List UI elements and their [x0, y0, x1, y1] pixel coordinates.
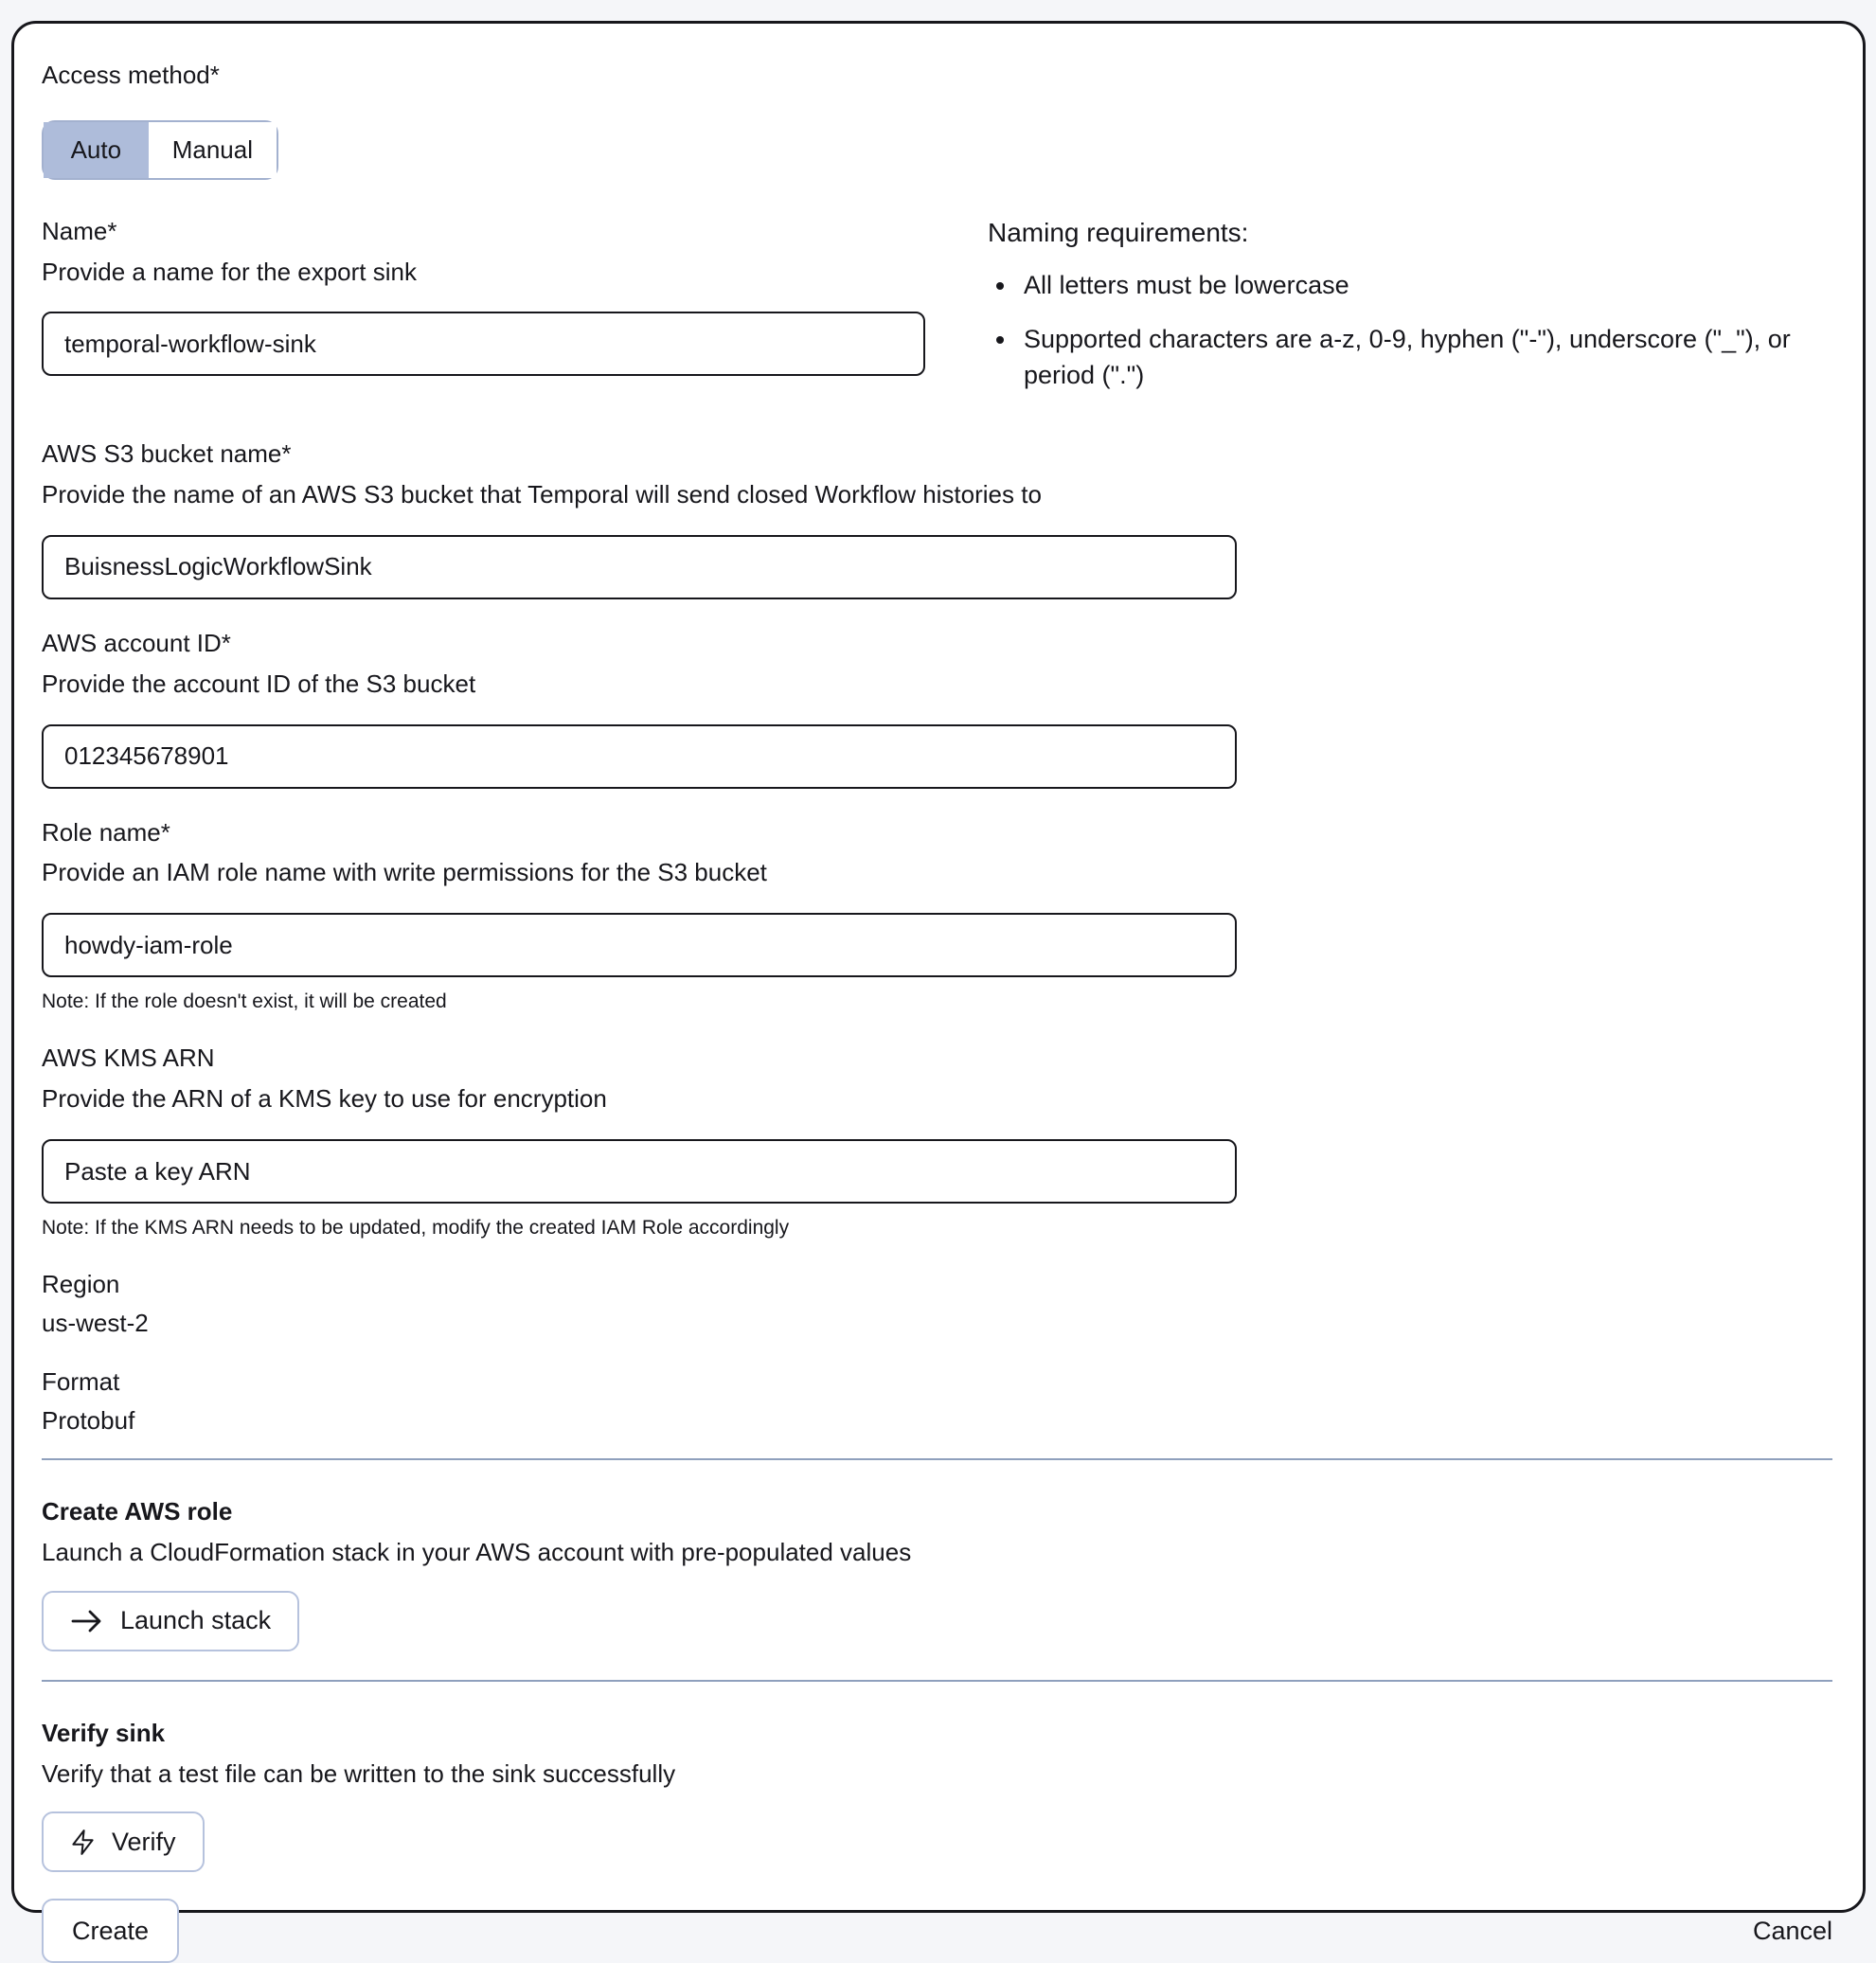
account-field	[42, 628, 1832, 789]
create-role-description: Launch a CloudFormation stack in your AWS account with pre-populated values	[42, 1537, 912, 1566]
name-label: Name*	[42, 216, 117, 245]
kms-label: AWS KMS ARN	[42, 1044, 215, 1073]
verify-button-label: Verify	[112, 1827, 176, 1856]
arrow-right-icon	[70, 1608, 104, 1634]
create-role-title: Create AWS role	[42, 1497, 233, 1526]
kms-input[interactable]	[42, 1139, 1237, 1204]
access-method-option-auto-label: Auto	[70, 134, 122, 164]
naming-requirements-list	[988, 267, 1845, 393]
kms-field	[42, 1043, 1832, 1240]
create-button[interactable]: Create	[42, 1899, 179, 1963]
verify-button[interactable]	[42, 1811, 205, 1872]
format-label: Format	[42, 1367, 120, 1397]
naming-requirement-item: • All letters must be lowercase	[1018, 267, 1845, 303]
access-method-toggle	[42, 120, 278, 180]
name-input[interactable]	[42, 312, 925, 376]
access-method-option-manual-label: Manual	[171, 134, 253, 164]
name-field	[42, 216, 925, 410]
account-label: AWS account ID*	[42, 628, 231, 657]
account-input[interactable]	[42, 724, 1237, 789]
naming-requirements-title: Naming requirements:	[988, 217, 1249, 247]
section-divider	[42, 1458, 1832, 1460]
region-readonly	[42, 1269, 1832, 1338]
role-field	[42, 817, 1832, 1015]
region-label: Region	[42, 1270, 120, 1299]
role-label: Role name*	[42, 817, 170, 847]
zap-icon	[70, 1828, 96, 1857]
format-value: Protobuf	[42, 1406, 135, 1436]
verify-sink-title: Verify sink	[42, 1718, 166, 1747]
bucket-description: Provide the name of an AWS S3 bucket that Temporal will send closed Workflow histories to	[42, 479, 1042, 509]
access-method-option-manual[interactable]	[149, 122, 277, 178]
cancel-button[interactable]: Cancel	[1752, 1916, 1832, 1945]
verify-sink-section	[42, 1718, 1832, 1873]
kms-note: Note: If the KMS ARN needs to be updated, modify the created IAM Role accordingly	[42, 1217, 790, 1240]
bucket-input[interactable]	[42, 535, 1237, 599]
region-value: us-west-2	[42, 1309, 149, 1338]
bucket-field	[42, 438, 1832, 599]
create-role-section	[42, 1496, 1832, 1651]
access-method-option-auto[interactable]	[44, 122, 149, 178]
bucket-label: AWS S3 bucket name*	[42, 439, 292, 469]
section-divider	[42, 1680, 1832, 1682]
form-footer	[42, 1899, 1832, 1963]
role-description: Provide an IAM role name with write permissions for the S3 bucket	[42, 858, 767, 887]
launch-stack-button[interactable]	[42, 1591, 299, 1651]
format-readonly	[42, 1366, 1832, 1436]
name-and-requirements-row	[42, 216, 1832, 410]
role-input[interactable]	[42, 913, 1237, 977]
account-description: Provide the account ID of the S3 bucket	[42, 669, 476, 698]
access-method-label: Access method*	[42, 61, 220, 89]
naming-requirement-item: • Supported characters are a-z, 0-9, hyphen ("-"), underscore ("_"), or period (".")	[1018, 321, 1845, 394]
name-description: Provide a name for the export sink	[42, 257, 417, 286]
naming-requirements	[988, 216, 1845, 410]
launch-stack-button-label: Launch stack	[120, 1606, 272, 1635]
kms-description: Provide the ARN of a KMS key to use for encryption	[42, 1084, 607, 1114]
verify-sink-description: Verify that a test file can be written to the sink successfully	[42, 1758, 676, 1788]
role-note: Note: If the role doesn't exist, it will be created	[42, 990, 447, 1013]
export-sink-form-card	[11, 21, 1866, 1945]
